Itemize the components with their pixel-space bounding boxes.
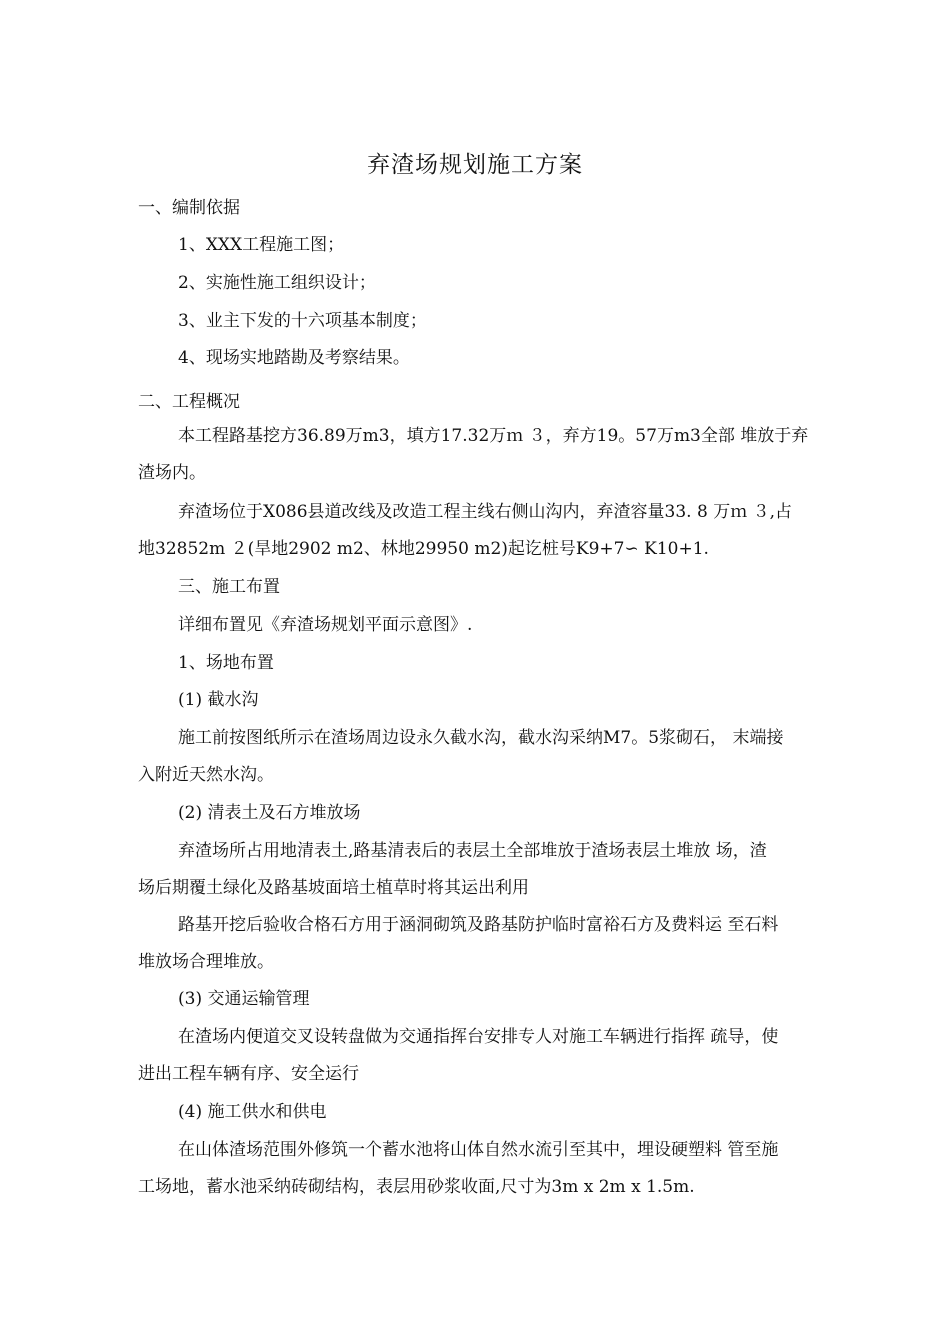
topsoil-paragraph: 弃渣场所占用地清表土,路基清表后的表层土全部堆放于渣场表层土堆放 场，渣 [178,841,767,861]
section-heading-overview: 二、工程概况 [138,392,240,412]
stone-paragraph: 路基开挖后验收合格石方用于涵洞砌筑及路基防护临时富裕石方及费料运 至石料 [178,915,779,935]
basis-item-1: 1、XXX工程施工图； [178,235,345,255]
layout-reference: 详细布置见《弃渣场规划平面示意图》. [178,615,473,635]
basis-item-4: 4、现场实地踏勘及考察结果。 [178,348,410,368]
stone-paragraph-cont: 堆放场合理堆放。 [138,952,274,972]
topsoil-paragraph-cont: 场后期覆土绿化及路基坡面培土植草时将其运出利用 [138,878,529,898]
overview-paragraph-1: 本工程路基挖方36.89万m3，填方17.32万ｍ ３，弃方19。57万m3全部 堆放于弃 [178,426,809,446]
subsection-site-layout: 1、场地布置 [178,653,274,673]
item-intercepting-ditch: (1) 截水沟 [178,690,259,710]
traffic-paragraph: 在渣场内便道交叉设转盘做为交通指挥台安排专人对施工车辆进行指挥 疏导，使 [178,1027,779,1047]
ditch-paragraph: 施工前按图纸所示在渣场周边设永久截水沟，截水沟采纳M7。5浆砌石， 末端接 [178,728,784,748]
item-topsoil-stockpile: (2) 清表土及石方堆放场 [178,803,361,823]
water-paragraph-cont: 工场地，蓄水池采纳砖砌结构，表层用砂浆收面,尺寸为3m x 2m x 1.5m. [138,1177,695,1197]
overview-paragraph-2: 弃渣场位于X086县道改线及改造工程主线右侧山沟内，弃渣容量33. 8 万ｍ ３,占 [178,502,793,522]
document-title: 弃渣场规划施工方案 [367,152,583,178]
section-heading-basis: 一、编制依据 [138,198,240,218]
item-water-power-supply: (4) 施工供水和供电 [178,1102,327,1122]
overview-paragraph-1-cont: 渣场内。 [138,463,206,483]
traffic-paragraph-cont: 进出工程车辆有序、安全运行 [138,1064,359,1084]
section-heading-layout: 三、施工布置 [178,577,280,597]
basis-item-3: 3、业主下发的十六项基本制度； [178,311,427,331]
basis-item-2: 2、实施性施工组织设计； [178,273,376,293]
overview-paragraph-2-cont: 地32852m ２(旱地2902 m2、林地29950 m2)起讫桩号K9+7∽ K10+1. [138,539,709,559]
water-paragraph: 在山体渣场范围外修筑一个蓄水池将山体自然水流引至其中，埋设硬塑料 管至施 [178,1140,779,1160]
item-traffic-management: (3) 交通运输管理 [178,989,310,1009]
ditch-paragraph-cont: 入附近天然水沟。 [138,765,274,785]
